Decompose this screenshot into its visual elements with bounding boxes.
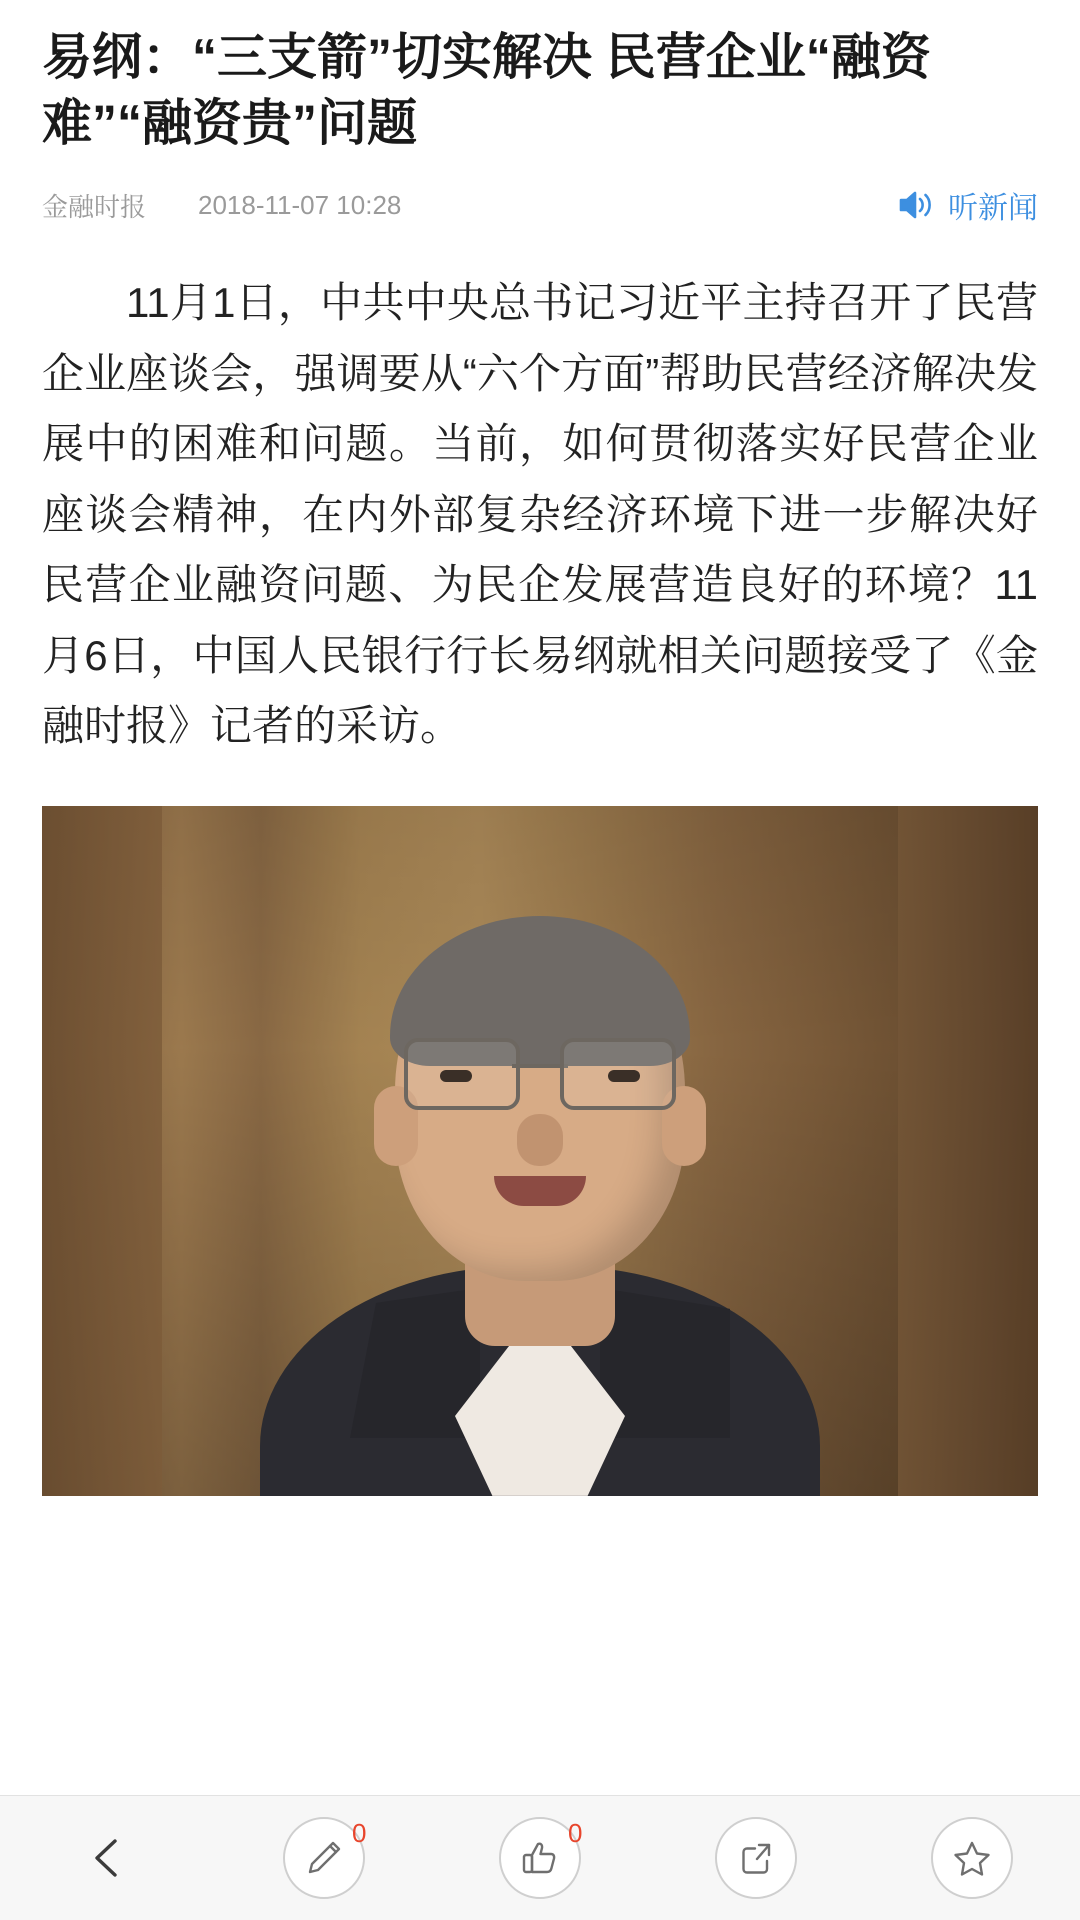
comment-count: 0 bbox=[352, 1818, 367, 1848]
article-source: 金融时报 bbox=[42, 191, 147, 222]
article-hero-image bbox=[42, 806, 1038, 1496]
back-button[interactable] bbox=[0, 1796, 216, 1920]
comment-button[interactable] bbox=[216, 1796, 432, 1920]
favorite-button[interactable] bbox=[864, 1796, 1080, 1920]
page-title: 易纲：“三支箭”切实解决 民营企业“融资难”“融资贵”问题 bbox=[42, 29, 931, 151]
portrait-photo bbox=[42, 806, 1038, 1496]
like-count: 0 bbox=[568, 1818, 583, 1848]
like-button[interactable] bbox=[432, 1796, 648, 1920]
listen-news-label: 听新闻 bbox=[948, 192, 1038, 225]
bottom-toolbar bbox=[0, 1795, 1080, 1920]
share-button[interactable] bbox=[648, 1796, 864, 1920]
article-meta bbox=[42, 182, 1038, 228]
article-timestamp: 2018-11-07 10:28 bbox=[198, 189, 402, 220]
article-body: 11月1日，中共中央总书记习近平主持召开了民营企业座谈会，强调要从“六个方面”帮助民营经济解决发展中的困难和问题。当前，如何贯彻落实好民营企业座谈会精神，在内外部复杂经济环境下进一步解决好民营企业融资问题、为民企发展营造良好的环境？11月6日，中国人民银行行长易纲就相关问题接受了《金融时报》记者的采访。 bbox=[42, 279, 1038, 750]
star-icon bbox=[931, 1817, 1013, 1899]
chevron-left-icon bbox=[85, 1835, 131, 1881]
listen-news-button[interactable] bbox=[896, 183, 1038, 227]
speaker-icon bbox=[896, 185, 936, 225]
share-icon bbox=[715, 1817, 797, 1899]
